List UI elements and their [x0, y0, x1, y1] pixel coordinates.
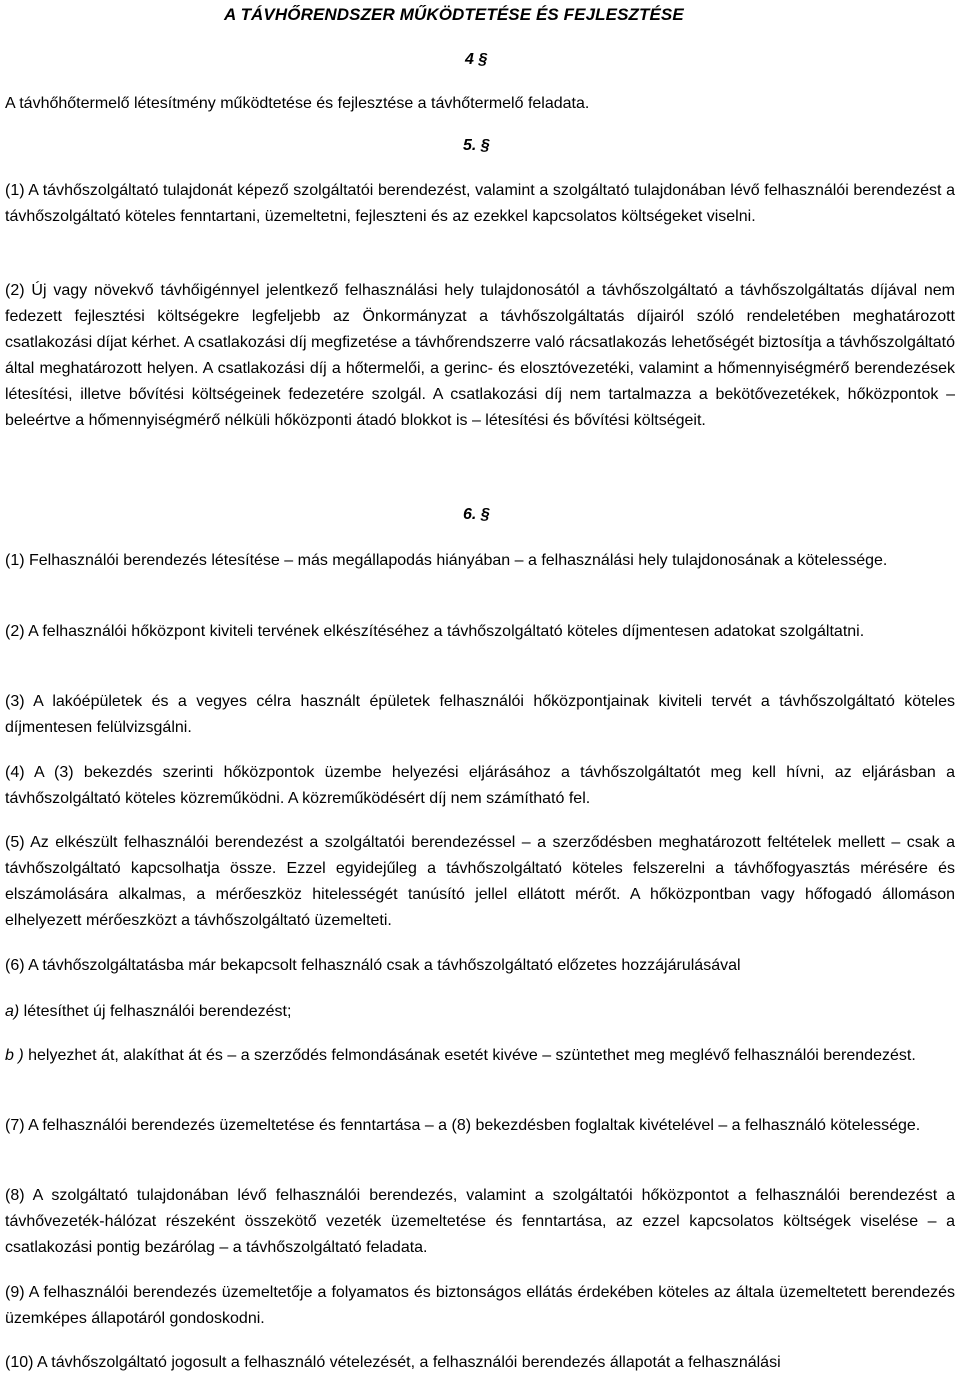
section-heading-5: 5. § — [463, 137, 490, 154]
paragraph-5-1: (1) A távhőszolgáltató tulajdonát képező szolgáltatói berendezést, valamint a szolgáltató tulajdonában lévő felhasználói berendezést a távhőszolgáltató köteles fenntartani, üzemeltetni, fejleszteni és az ezekkel kapcsolatos költségeket viselni. — [5, 182, 955, 225]
list-item-a-text: létesíthet új felhasználói berendezést; — [19, 1003, 292, 1020]
paragraph-5-2: (2) Új vagy növekvő távhőigénnyel jelentkező felhasználási hely tulajdonosától a távhőszolgáltató a távhőszolgáltatás díjával nem fedezett fejlesztési költségekre legfeljebb az Önkormányzat a távhőszolgáltatás díjairól szóló rendeletében meghatározott csatlakozási díjat kérhet. A csatlakozási díj megfizetése a távhőrendszerre való rácsatlakozás lehetőségét biztosítja a távhőszolgáltató által meghatározott helyen. A csatlakozási díj a hőtermelői, a gerinc- és elosztóvezetéki, valamint a hőmennyiségmérő berendezések létesítési, illetve bővítési költségeinek fedezetére szolgál. A csatlakozási díj nem tartalmazza a bekötővezetékek, hőközpontok – beleértve a hőmennyiségmérő nélküli hőközponti átadó blokkot is – létesítési és bővítési költségeit. — [5, 282, 955, 429]
section-heading-6: 6. § — [463, 506, 490, 523]
paragraph-4-text: A távhőhőtermelő létesítmény működtetése és fejlesztése a távhőtermelő feladata. — [5, 95, 590, 112]
paragraph-6-1: (1) Felhasználói berendezés létesítése – más megállapodás hiányában – a felhasználási hely tulajdonosának a kötelessége. — [5, 552, 888, 569]
list-item-b-text: helyezhet át, alakíthat át és – a szerződés felmondásának esetét kivéve – szüntethet meg meglévő felhasználói berendezést. — [23, 1047, 916, 1064]
paragraph-6-3: (3) A lakóépületek és a vegyes célra használt épületek felhasználói hőközpontjainak kiviteli tervét a távhőszolgáltató köteles díjmentesen felülvizsgálni. — [5, 693, 955, 736]
section-heading-4: 4 § — [465, 51, 488, 68]
list-item-a — [5, 999, 955, 1025]
paragraph-6-6: (6) A távhőszolgáltatásba már bekapcsolt felhasználó csak a távhőszolgáltató előzetes hozzájárulásával — [5, 957, 741, 974]
paragraph-6-9: (9) A felhasználói berendezés üzemeltetője a folyamatos és biztonságos ellátás érdekében köteles az általa üzemeltetett berendezés üzemképes állapotáról gondoskodni. — [5, 1284, 955, 1327]
paragraph-6-5: (5) Az elkészült felhasználói berendezést a szolgáltatói berendezéssel – a szerződésben meghatározott feltételek mellett – csak a távhőszolgáltató kapcsolhatja össze. Ezzel egyidejűleg a távhőszolgáltató köteles felszerelni a távhőfogyasztás mérésére és elszámolására alkalmas, a mérőeszköz hitelességét tanúsító jellel ellátott mérőt. A hőközpontban vagy hőfogadó állomáson elhelyezett mérőeszközt a távhőszolgáltató üzemelteti. — [5, 834, 955, 929]
list-item-b-label: b ) — [5, 1047, 24, 1064]
list-item-a-label: a) — [5, 1003, 20, 1020]
paragraph-6-7: (7) A felhasználói berendezés üzemeltetése és fenntartása – a (8) bekezdésben foglaltak kivételével – a felhasználó kötelessége. — [5, 1117, 921, 1134]
paragraph-6-10: (10) A távhőszolgáltató jogosult a felhasználó vételezését, a felhasználói berendezés állapotát a felhasználási — [5, 1354, 781, 1371]
list-item-b — [5, 1043, 955, 1069]
document-title: A TÁVHŐRENDSZER MŰKÖDTETÉSE ÉS FEJLESZTÉSE — [224, 5, 684, 24]
paragraph-6-4: (4) A (3) bekezdés szerinti hőközpontok üzembe helyezési eljárásához a távhőszolgáltatót meg kell hívni, az eljárásban a távhőszolgáltató köteles közreműködni. A közreműködésért díj nem számítható fel. — [5, 764, 955, 807]
paragraph-6-8: (8) A szolgáltató tulajdonában lévő felhasználói berendezés, valamint a szolgáltatói hőközpontot a felhasználói berendezést a távhővezeték-hálózat részeként összekötő vezeték üzemeltetése és fenntartása, az ezzel kapcsolatos költségek viselése – a csatlakozási pontig bezárólag – a távhőszolgáltató feladata. — [5, 1187, 955, 1256]
paragraph-6-2: (2) A felhasználói hőközpont kiviteli tervének elkészítéséhez a távhőszolgáltató köteles díjmentesen adatokat szolgáltatni. — [5, 623, 865, 640]
